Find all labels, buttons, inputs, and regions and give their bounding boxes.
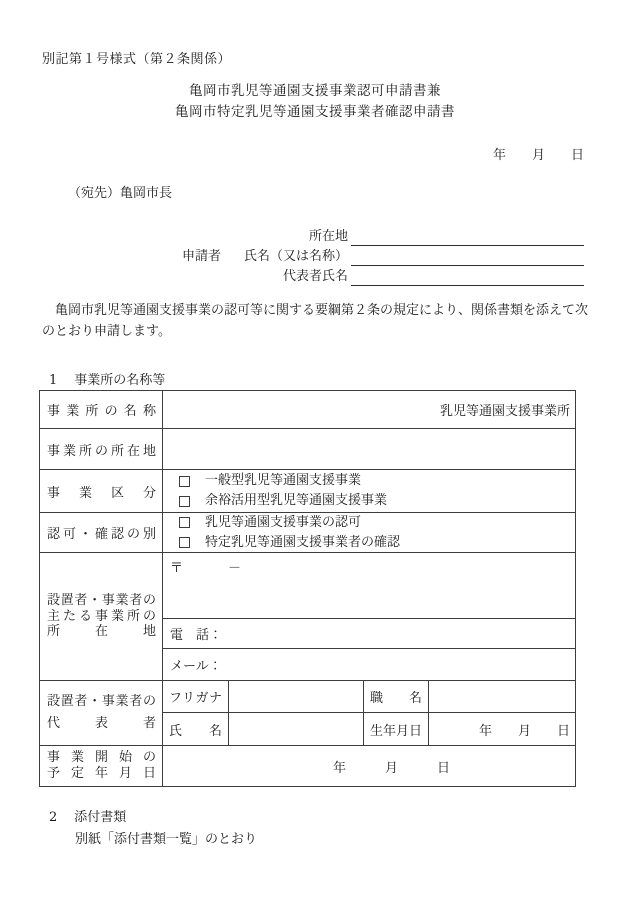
form-id-label: 別記第１号様式（第２条関係） bbox=[42, 52, 232, 67]
birth-date-label-cell bbox=[364, 713, 429, 746]
applicant-address-field[interactable] bbox=[351, 227, 584, 246]
checkbox-icon[interactable] bbox=[179, 517, 190, 528]
office-name-label-cell bbox=[40, 391, 163, 429]
applicant-role-label: 申請者 bbox=[182, 249, 222, 264]
rep-name-value-cell[interactable] bbox=[229, 713, 364, 746]
office-name-suffix: 乳児等通園支援事業所 bbox=[439, 404, 570, 419]
document-title-line1: 亀岡市乳児等通園支援事業認可申請書兼 bbox=[189, 83, 441, 99]
job-title-label: 職 名 bbox=[370, 691, 422, 706]
application-date-field[interactable]: 年 月 日 bbox=[492, 148, 584, 163]
checkbox-icon[interactable] bbox=[179, 476, 190, 487]
postal-code-field-cell[interactable] bbox=[163, 553, 575, 619]
section1-number: 1 bbox=[49, 373, 58, 388]
representative-label-line1: 設置者・事業者の bbox=[47, 694, 156, 709]
checkbox-icon[interactable] bbox=[179, 537, 190, 548]
rep-name-label-cell bbox=[163, 713, 229, 746]
applicant-address-label: 所在地 bbox=[308, 229, 348, 244]
postal-mark: 〒 bbox=[170, 561, 184, 576]
head-office-label-cell bbox=[40, 553, 163, 681]
applicant-address-row bbox=[182, 227, 584, 247]
business-type-option-1 bbox=[179, 471, 361, 491]
birth-date-placeholder: 年 月 日 bbox=[478, 723, 570, 739]
business-type-option-2-label: 余裕活用型乳児等通園支援事業 bbox=[205, 493, 388, 508]
job-title-label-cell bbox=[364, 681, 429, 713]
document-title bbox=[0, 81, 630, 123]
office-name-value-cell[interactable] bbox=[163, 391, 575, 429]
start-date-label-line2: 予定年月日 bbox=[47, 766, 156, 781]
start-date-label bbox=[47, 750, 156, 782]
approval-type-option-2-label: 特定乳児等通園支援事業者の確認 bbox=[205, 534, 401, 550]
approval-type-option-1 bbox=[179, 513, 361, 533]
email-label: メール： bbox=[170, 659, 222, 674]
office-info-table bbox=[39, 390, 576, 787]
applicant-representative-row bbox=[182, 267, 584, 287]
business-type-option-2 bbox=[179, 491, 387, 511]
approval-type-options-cell bbox=[163, 513, 575, 553]
business-type-label-cell bbox=[40, 470, 163, 513]
business-type-option-1-label: 一般型乳児等通園支援事業 bbox=[205, 473, 362, 488]
approval-type-label-cell bbox=[40, 513, 163, 553]
section2-note: 別紙「添付書類一覧」のとおり bbox=[75, 832, 258, 847]
furigana-value-cell[interactable] bbox=[229, 681, 364, 713]
section2-title: 添付書類 bbox=[74, 810, 127, 825]
addressee-label: （宛先）亀岡市長 bbox=[68, 186, 173, 201]
office-address-label-cell bbox=[40, 429, 163, 470]
approval-type-option-2 bbox=[179, 533, 400, 553]
checkbox-icon[interactable] bbox=[179, 496, 190, 507]
birth-date-value-cell[interactable] bbox=[429, 713, 575, 746]
furigana-label-cell bbox=[163, 681, 229, 713]
applicant-role-spacer bbox=[182, 227, 243, 247]
start-date-placeholder: 年 月 日 bbox=[332, 760, 450, 776]
section2-heading bbox=[49, 806, 126, 825]
approval-type-label: 認可・確認の別 bbox=[47, 527, 156, 542]
applicant-representative-label: 代表者氏名 bbox=[282, 269, 348, 284]
document-title-line2: 亀岡市特定乳児等通園支援事業者確認申請書 bbox=[175, 104, 455, 120]
office-name-label: 事業所の名称 bbox=[47, 404, 156, 419]
office-address-value-cell[interactable] bbox=[163, 429, 575, 470]
applicant-name-field[interactable] bbox=[351, 247, 584, 266]
head-office-label-line3: 所在地 bbox=[47, 624, 156, 640]
section2-number: 2 bbox=[49, 810, 58, 825]
telephone-field-cell[interactable] bbox=[163, 619, 575, 649]
section1-heading bbox=[49, 369, 165, 388]
birth-date-label: 生年月日 bbox=[370, 723, 423, 739]
applicant-name-row bbox=[182, 247, 584, 267]
email-field-cell[interactable] bbox=[163, 649, 575, 681]
postal-dash: － bbox=[228, 561, 242, 576]
job-title-value-cell[interactable] bbox=[429, 681, 575, 713]
start-date-label-line1: 事業開始の bbox=[47, 750, 156, 765]
section1-title: 事業所の名称等 bbox=[74, 373, 166, 388]
applicant-name-label: 氏名（又は名称） bbox=[243, 249, 348, 264]
business-type-options-cell bbox=[163, 470, 575, 513]
telephone-label: 電 話： bbox=[170, 628, 223, 643]
representative-label bbox=[47, 691, 156, 735]
head-office-label-line1: 設置者・事業者の bbox=[47, 593, 156, 609]
representative-label-cell bbox=[40, 681, 163, 746]
approval-type-option-1-label: 乳児等通園支援事業の認可 bbox=[205, 514, 362, 530]
furigana-label: フリガナ bbox=[169, 691, 222, 706]
applicant-representative-field[interactable] bbox=[351, 267, 584, 286]
rep-name-label: 氏 名 bbox=[169, 723, 222, 739]
head-office-label-line2: 主たる事業所の bbox=[47, 608, 156, 624]
applicant-role-spacer2 bbox=[182, 267, 243, 287]
head-office-label bbox=[47, 593, 156, 640]
applicant-section bbox=[182, 227, 584, 287]
business-type-label: 事業区分 bbox=[47, 485, 156, 501]
start-date-value-cell[interactable] bbox=[163, 746, 575, 786]
start-date-label-cell bbox=[40, 746, 163, 786]
body-paragraph: 亀岡市乳児等通園支援事業の認可等に関する要綱第２条の規定により、関係書類を添えて次のとおり申請します。 bbox=[42, 303, 589, 339]
representative-label-line2: 代表者 bbox=[47, 716, 156, 731]
office-address-label: 事業所の所在地 bbox=[47, 443, 156, 459]
